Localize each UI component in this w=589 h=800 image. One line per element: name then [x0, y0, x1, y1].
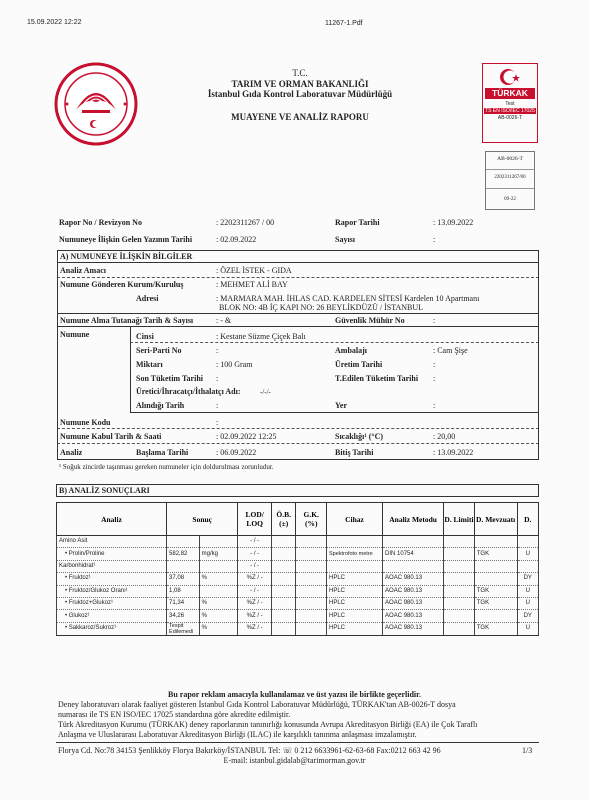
- cell-sonuc: 1,08: [167, 585, 200, 597]
- results-table: [56, 502, 539, 636]
- cell-analiz: • Fruktoz¹: [57, 573, 167, 585]
- cell-ob: [271, 597, 295, 609]
- cell-birim: %: [199, 610, 238, 622]
- end-date-label: Bitiş Tarihi: [335, 448, 374, 457]
- cell-ob: [271, 548, 295, 560]
- cell-birim: mg/kg: [199, 548, 238, 560]
- count-label: Sayısı: [335, 235, 356, 244]
- cell-mevzuat: [474, 560, 517, 572]
- turkak-standard: TS EN ISO/IEC 17025: [485, 108, 535, 114]
- cell-ob: [271, 573, 295, 585]
- cell-sonuc: 71,34: [167, 597, 200, 609]
- count-value: :: [433, 235, 436, 244]
- cell-limit: [444, 610, 475, 622]
- accreditation-code-box: [485, 151, 535, 210]
- cell-sonuc: 34,26: [167, 610, 200, 622]
- accept-date-label: Numune Kabul Tarih & Saati: [60, 432, 162, 441]
- cell-gk: [296, 610, 327, 622]
- start-date-label: Başlama Tarihi: [136, 448, 189, 457]
- cell-gk: [296, 597, 327, 609]
- cell-analiz: • Fruktoz+Glukoz¹: [57, 597, 167, 609]
- sample-label: Numune: [60, 330, 90, 339]
- address-label: Adresi: [136, 294, 159, 303]
- cell-ob: [271, 585, 295, 597]
- cell-limit: [444, 585, 475, 597]
- cell-analiz: • Glukoz¹: [57, 610, 167, 622]
- address-line2: BLOK NO: 4B İÇ KAPI NO: 26 BEYLİKDÜZÜ / İSTANBUL: [219, 303, 424, 312]
- cell-gk: [296, 560, 327, 572]
- print-date: 15.09.2022 12:22: [27, 19, 82, 26]
- turkak-logo: [482, 63, 538, 143]
- cell-d: U: [517, 622, 538, 635]
- cell-birim: %: [199, 622, 238, 635]
- sample-code-value: :: [216, 418, 219, 427]
- cell-metod: AOAC 980.13: [383, 610, 444, 622]
- cell-lod-loq: - / -: [238, 536, 272, 548]
- cell-metod: AOAC 980.13: [383, 573, 444, 585]
- production-date-value: :: [433, 360, 436, 369]
- serial-value: :: [216, 346, 219, 355]
- table-row: [57, 597, 539, 609]
- cell-cihaz: HPLC: [327, 622, 383, 635]
- cell-metod: DIN 10754: [383, 548, 444, 560]
- col-cihaz: Cihaz: [327, 503, 383, 536]
- packaging-value: : Cam Şişe: [433, 346, 468, 355]
- cell-d: DY: [517, 610, 538, 622]
- cell-mevzuat: [474, 573, 517, 585]
- table-row: [57, 610, 539, 622]
- letter-date-label: Numuneye İlişkin Gelen Yazının Tarihi: [59, 235, 193, 244]
- sampling-value: : - &: [216, 316, 232, 325]
- sender-label: Numune Gönderen Kurum/Kuruluş: [60, 280, 184, 289]
- cell-lod-loq: %Z / -: [238, 622, 272, 635]
- analysis-label: Analiz: [60, 448, 83, 457]
- cell-ob: [271, 622, 295, 635]
- cell-d: [517, 560, 538, 572]
- table-row: [57, 573, 539, 585]
- cell-cihaz: HPLC: [327, 573, 383, 585]
- crescent-star-icon: [498, 67, 522, 87]
- ministry-seal-logo: [54, 62, 138, 146]
- amount-value: : 100 Gram: [216, 360, 253, 369]
- cell-cihaz: [327, 560, 383, 572]
- start-date-value: : 06.09.2022: [216, 448, 257, 457]
- cell-analiz: • Fruktoz/Glukoz Oranı¹: [57, 585, 167, 597]
- cell-limit: [444, 548, 475, 560]
- cell-gk: [296, 622, 327, 635]
- table-row: [57, 585, 539, 597]
- section-a-title: A) NUMUNEYE İLİŞKİN BİLGİLER: [60, 252, 193, 261]
- cell-sonuc: Tespit Edilemedi: [167, 622, 200, 635]
- seal-label: Güvenlik Mühür No: [335, 316, 405, 325]
- cell-birim: %: [199, 573, 238, 585]
- print-filename: 11267-1.Pdf: [325, 20, 363, 27]
- section-b-title: B) ANALİZ SONUÇLARI: [59, 486, 150, 495]
- turkak-test: Test: [505, 101, 515, 107]
- col-analiz: Analiz: [57, 503, 167, 536]
- table-row: [57, 536, 539, 548]
- production-date-label: Üretim Tarihi: [335, 360, 383, 369]
- cell-sonuc: [167, 536, 200, 548]
- code-box-date: 09-22: [504, 197, 516, 202]
- col-d: D.: [517, 503, 538, 536]
- packaging-label: Ambalajı: [335, 346, 367, 355]
- footer-note-4: Anlaşma ve Uluslararası Laboratuvar Akreditasyon Birliği (ILAC) ile karşılıklı tanınma anlaşması imzalamıştır.: [58, 730, 417, 739]
- footer-email: E-mail: istanbul.gidalab@tarimorman.gov.tr: [223, 756, 366, 765]
- page-number: 1/3: [522, 746, 533, 755]
- cell-mevzuat: [474, 536, 517, 548]
- col-metod: Analiz Metodu: [383, 503, 444, 536]
- cell-limit: [444, 622, 475, 635]
- take-date-label: Alındığı Tarih: [136, 401, 185, 410]
- best-before-value: :: [433, 374, 436, 383]
- report-no-label: Rapor No / Revizyon No: [59, 218, 142, 227]
- cell-analiz: • Prolin/Proline: [57, 548, 167, 560]
- cell-ob: [271, 610, 295, 622]
- letter-date-value: : 02.09.2022: [216, 235, 257, 244]
- cell-cihaz: [327, 536, 383, 548]
- cell-lod-loq: - / -: [238, 548, 272, 560]
- expiry-label: Son Tüketim Tarihi: [136, 374, 203, 383]
- col-sonuc: Sonuç: [167, 503, 238, 536]
- section-a-frame: [57, 250, 539, 460]
- table-row: [57, 548, 539, 560]
- cell-metod: AOAC 980.13: [383, 622, 444, 635]
- table-row: [57, 622, 539, 635]
- cell-analiz: Amino Asit: [57, 536, 167, 548]
- report-date-label: Rapor Tarihi: [335, 218, 380, 227]
- col-gk: G.K. (%): [296, 503, 327, 536]
- cell-limit: [444, 536, 475, 548]
- cell-cihaz: Spektrofoto metre: [327, 548, 383, 560]
- place-label: Yer: [335, 401, 347, 410]
- footer-note-3: Türk Akreditasyon Kurumu (TÜRKAK) deney raporlarının tanınırlığı konusunda Avrupa Akreditasyon Birliği (EA) ile Çok Taraflı: [58, 720, 478, 729]
- cell-cihaz: HPLC: [327, 610, 383, 622]
- sampling-label: Numune Alma Tutanağı Tarih & Sayısı: [60, 316, 194, 325]
- type-value: : Kestane Süzme Çiçek Balı: [216, 332, 306, 341]
- footer-warning: Bu rapor reklam amacıyla kullanılamaz ve üst yazısı ile birlikte geçerlidir.: [168, 690, 421, 699]
- temperature-value: : 20,00: [433, 432, 456, 441]
- expiry-value: :: [216, 374, 219, 383]
- cell-mevzuat: TGK: [474, 548, 517, 560]
- cell-ob: [271, 536, 295, 548]
- footer-address: Florya Cd. No:78 34153 Şenlikköy Florya Bakırköy/İSTANBUL Tel: ☏ 0 212 6633961-62-63-68 Fax:0212 663 42 96: [58, 746, 441, 755]
- col-mevzuat: D. Mevzuatı: [474, 503, 517, 536]
- code-box-accreditation: AB-0026-T: [497, 156, 523, 162]
- cell-analiz: Karbonhidrat¹: [57, 560, 167, 572]
- cell-lod-loq: %Z / -: [238, 610, 272, 622]
- cell-mevzuat: TGK: [474, 622, 517, 635]
- serial-label: Seri-Parti No: [136, 346, 182, 355]
- cell-metod: AOAC 980.13: [383, 597, 444, 609]
- cell-mevzuat: TGK: [474, 597, 517, 609]
- cell-birim: [199, 560, 238, 572]
- best-before-label: T.Edilen Tüketim Tarihi: [335, 374, 419, 383]
- cell-d: DY: [517, 573, 538, 585]
- cell-limit: [444, 573, 475, 585]
- header-tc: T.C.: [292, 68, 308, 78]
- accept-date-value: : 02.09.2022 12:25: [216, 432, 277, 441]
- sample-code-label: Numune Kodu: [60, 418, 111, 427]
- footer-note-2: numarası ile TS EN ISO/IEC 17025 standardına göre akredite edilmiştir.: [58, 710, 291, 719]
- seal-value: :: [433, 316, 436, 325]
- cell-cihaz: HPLC: [327, 585, 383, 597]
- cell-cihaz: HPLC: [327, 597, 383, 609]
- cell-ob: [271, 560, 295, 572]
- temperature-label: Sıcaklığı¹ (°C): [335, 432, 384, 441]
- cell-limit: [444, 597, 475, 609]
- cell-lod-loq: - / -: [238, 585, 272, 597]
- cell-mevzuat: [474, 610, 517, 622]
- cell-d: U: [517, 548, 538, 560]
- cell-gk: [296, 548, 327, 560]
- cell-limit: [444, 560, 475, 572]
- report-date-value: : 13.09.2022: [433, 218, 474, 227]
- table-row: [57, 560, 539, 572]
- header-ministry: TARIM VE ORMAN BAKANLIĞI: [231, 79, 369, 89]
- col-ob: Ö.B. (±): [271, 503, 295, 536]
- cell-lod-loq: %Z / -: [238, 573, 272, 585]
- cell-gk: [296, 573, 327, 585]
- cell-d: [517, 536, 538, 548]
- report-no-value: : 2202311267 / 00: [216, 218, 275, 227]
- purpose-label: Analiz Amacı: [60, 266, 106, 275]
- cell-metod: AOAC 980.13: [383, 585, 444, 597]
- cell-d: U: [517, 585, 538, 597]
- cell-birim: [199, 585, 238, 597]
- cell-lod-loq: %Z / -: [238, 597, 272, 609]
- cell-sonuc: 582,82: [167, 548, 200, 560]
- amount-label: Miktarı: [136, 360, 163, 369]
- cold-chain-footnote: ¹ Soğuk zincirde taşınması gereken numuneler için doldurulması zorunludur.: [59, 463, 274, 471]
- cell-lod-loq: - / -: [238, 560, 272, 572]
- cell-gk: [296, 585, 327, 597]
- col-lod-loq: LOD/ LOQ: [238, 503, 272, 536]
- sender-value: : MEHMET ALİ BAY: [216, 280, 288, 289]
- type-label: Cinsi: [136, 332, 154, 341]
- report-title: MUAYENE VE ANALİZ RAPORU: [231, 112, 369, 122]
- cell-metod: [383, 560, 444, 572]
- cell-birim: %: [199, 597, 238, 609]
- header-lab: İstanbul Gıda Kontrol Laboratuvar Müdürlüğü: [207, 89, 393, 99]
- address-line1: : MARMARA MAH. İHLAS CAD. KARDELEN SİTESİ Kardelen 10 Apartmanı: [216, 294, 480, 303]
- producer-label: Üretici/İhracatçı/İthalatçı Adı:: [136, 387, 241, 396]
- results-header-row: [57, 503, 539, 536]
- cell-sonuc: 37,08: [167, 573, 200, 585]
- cell-mevzuat: TGK: [474, 585, 517, 597]
- cell-analiz: • Sakkaroz/Sukroz¹: [57, 622, 167, 635]
- col-limit: D. Limiti: [444, 503, 475, 536]
- cell-d: U: [517, 597, 538, 609]
- turkak-code: AB-0026-T: [497, 115, 523, 121]
- cell-sonuc: [167, 560, 200, 572]
- cell-gk: [296, 536, 327, 548]
- take-date-value: :: [216, 401, 219, 410]
- place-value: :: [433, 401, 436, 410]
- turkak-logo-text: TÜRKAK: [485, 88, 535, 99]
- cell-metod: [383, 536, 444, 548]
- producer-value: -/-/-: [260, 388, 271, 396]
- cell-birim: [199, 536, 238, 548]
- code-box-report-no: 2202311267/00: [494, 175, 526, 180]
- end-date-value: : 13.09.2022: [433, 448, 474, 457]
- footer-note-1: Deney laboratuvarı olarak faaliyet gösteren İstanbul Gıda Kontrol Laboratuvar Müdürlüğü, TÜRKAK'tan AB-0026-T dosya: [58, 700, 456, 709]
- purpose-value: : ÖZEL İSTEK - GIDA: [216, 266, 292, 275]
